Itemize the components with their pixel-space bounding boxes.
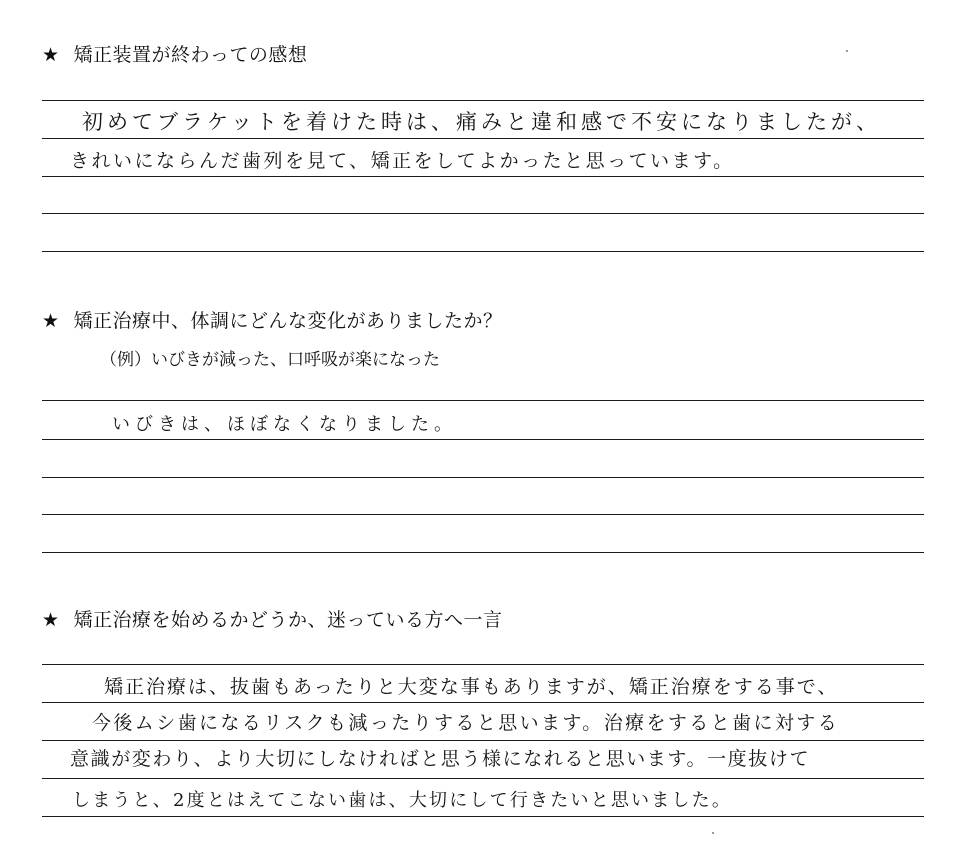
section-2-example: （例）いびきが減った、口呼吸が楽になった [100,350,440,370]
section-1-heading [42,40,307,67]
ruled-line [42,552,924,553]
section-1-answer-line-1: 初めてブラケットを着けた時は、痛みと違和感で不安になりましたが、 [82,110,881,134]
section-3-heading-text: 矯正治療を始めるかどうか、迷っている方へ一言 [73,609,503,631]
star-icon: ★ [42,609,60,631]
ruled-line [42,138,924,139]
star-icon: ★ [42,44,60,66]
ruled-line [42,213,924,214]
ruled-line [42,740,924,741]
scan-speck [846,50,848,52]
star-icon: ★ [42,310,60,332]
section-2-heading [42,306,503,333]
ruled-line [42,816,924,817]
ruled-line [42,702,924,703]
section-3-heading [42,605,503,632]
scan-speck [712,832,714,834]
section-1-heading-text: 矯正装置が終わっての感想 [73,44,308,66]
ruled-line [42,176,924,177]
section-3-answer-line-3: 意識が変わり、より大切にしなければと思う様になれると思います。一度抜けて [70,748,811,770]
ruled-line [42,477,924,478]
ruled-line [42,778,924,779]
section-1-answer-line-2: きれいにならんだ歯列を見て、矯正をしてよかったと思っています。 [70,150,735,172]
section-3-answer-line-4: しまうと、2度とはえてこない歯は、大切にして行きたいと思いました。 [72,790,733,811]
ruled-line [42,400,924,401]
ruled-line [42,439,924,440]
ruled-line [42,100,924,101]
ruled-line [42,664,924,665]
section-2-heading-text: 矯正治療中、体調にどんな変化がありましたか？ [73,310,503,332]
ruled-line [42,514,924,515]
section-3-answer-line-1: 矯正治療は、抜歯もあったりと大変な事もありますが、矯正治療をする事で、 [104,676,839,698]
section-3-answer-line-2: 今後ムシ歯になるリスクも減ったりすると思います。治療をすると歯に対する [92,712,840,734]
ruled-line [42,251,924,252]
section-2-answer-line-1: いびきは、ほぼなくなりました。 [112,414,457,435]
